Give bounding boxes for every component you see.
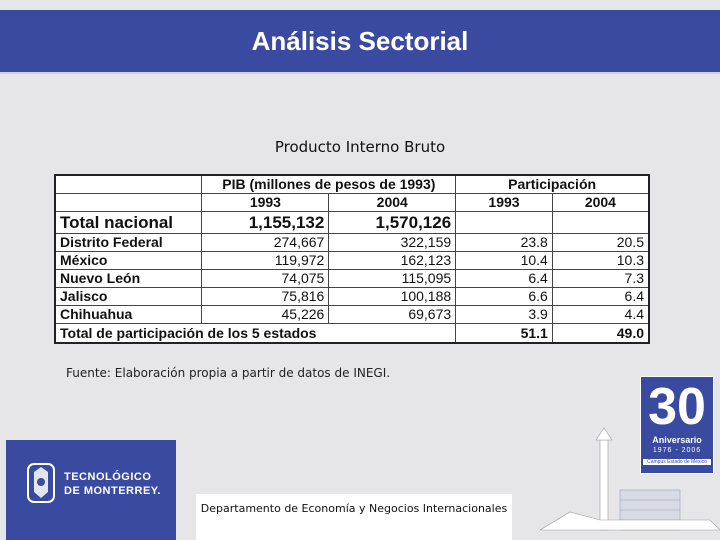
pib-2004-cell: 162,123 (329, 252, 456, 270)
part-2004-cell: 49.0 (552, 324, 649, 344)
header-empty-cell (55, 175, 202, 194)
row-label: Total de participación de los 5 estados (55, 324, 456, 344)
pib-1993-cell: 45,226 (202, 306, 329, 324)
pib-1993-cell: 75,816 (202, 288, 329, 306)
year-header: 1993 (202, 194, 329, 212)
year-header: 2004 (552, 194, 649, 212)
table-row (55, 270, 649, 288)
pib-2004-cell: 322,159 (329, 234, 456, 252)
source-note: Fuente: Elaboración propia a partir de datos de INEGI. (66, 366, 391, 380)
row-label: Jalisco (55, 288, 202, 306)
footer-department-box (196, 494, 512, 540)
pib-2004-cell: 100,188 (329, 288, 456, 306)
part-2004-cell: 7.3 (552, 270, 649, 288)
header-pib: PIB (millones de pesos de 1993) (202, 175, 456, 194)
table-row (55, 252, 649, 270)
row-label: Distrito Federal (55, 234, 202, 252)
tec-logo-text (64, 470, 161, 498)
part-1993-cell: 6.6 (456, 288, 553, 306)
pib-1993-cell: 119,972 (202, 252, 329, 270)
part-1993-cell: 10.4 (456, 252, 553, 270)
year-header: 1993 (456, 194, 553, 212)
table-row (55, 288, 649, 306)
pib-table (54, 174, 650, 344)
row-label: Chihuahua (55, 306, 202, 324)
pib-1993-cell: 1,155,132 (202, 212, 329, 234)
tec-logo-line: DE MONTERREY. (64, 485, 161, 497)
pib-2004-cell: 115,095 (329, 270, 456, 288)
anniversary-word: Aniversario (652, 435, 702, 445)
table-row (55, 234, 649, 252)
table-row-total-nacional (55, 212, 649, 234)
title-bar (0, 10, 720, 74)
table-header-row (55, 175, 649, 194)
part-1993-cell: 6.4 (456, 270, 553, 288)
year-header: 2004 (329, 194, 456, 212)
pib-2004-cell: 69,673 (329, 306, 456, 324)
part-2004-cell: 6.4 (552, 288, 649, 306)
part-1993-cell: 3.9 (456, 306, 553, 324)
anniversary-campus: Campus Estado de México (643, 459, 711, 465)
table-row-total-participacion (55, 324, 649, 344)
part-2004-cell: 10.3 (552, 252, 649, 270)
table-years-row (55, 194, 649, 212)
part-1993-cell: 51.1 (456, 324, 553, 344)
header-participacion: Participación (456, 175, 649, 194)
header-empty-cell (55, 194, 202, 212)
pib-1993-cell: 274,667 (202, 234, 329, 252)
table-subtitle: Producto Interno Bruto (274, 138, 446, 156)
row-label: México (55, 252, 202, 270)
row-label: Total nacional (55, 212, 202, 234)
tec-logo-line: TECNOLÓGICO (64, 471, 152, 483)
table-row (55, 306, 649, 324)
part-2004-cell: 4.4 (552, 306, 649, 324)
empty-cell (552, 212, 649, 234)
pib-2004-cell: 1,570,126 (329, 212, 456, 234)
anniversary-number: 30 (648, 378, 706, 436)
part-1993-cell: 23.8 (456, 234, 553, 252)
part-2004-cell: 20.5 (552, 234, 649, 252)
slide-title: Análisis Sectorial (251, 25, 469, 56)
anniversary-badge (640, 376, 714, 474)
department-label: Departamento de Economía y Negocios Internacionales (200, 502, 508, 515)
anniversary-years: 1976 - 2006 (652, 447, 702, 454)
tec-emblem-icon (24, 458, 58, 508)
empty-cell (456, 212, 553, 234)
row-label: Nuevo León (55, 270, 202, 288)
pib-1993-cell: 74,075 (202, 270, 329, 288)
